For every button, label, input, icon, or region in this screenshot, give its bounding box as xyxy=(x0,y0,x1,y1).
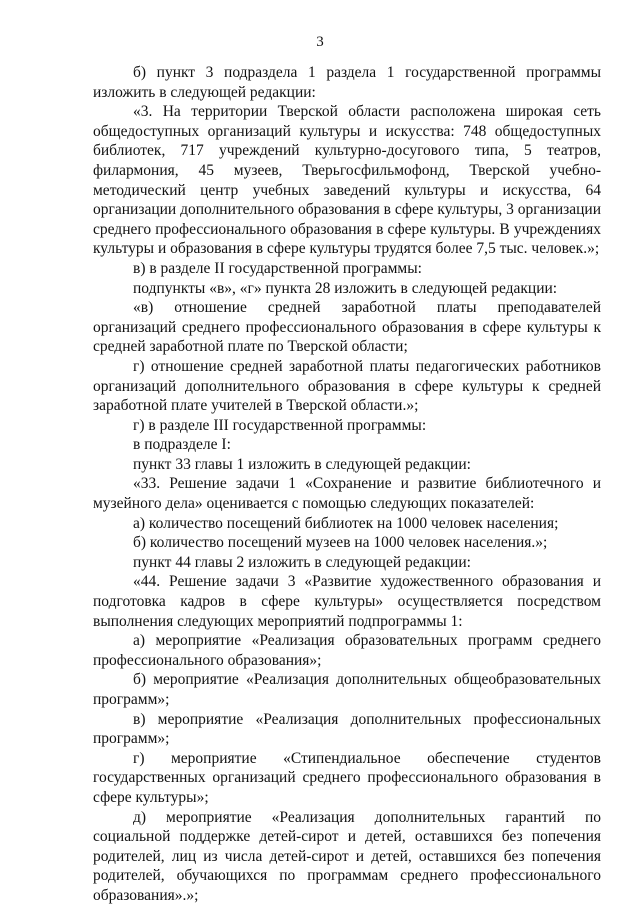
page-number: 3 xyxy=(316,34,324,50)
paragraph-point-33: «33. Решение задачи 1 «Сохранение и развитие библиотечного и музейного дела» оценивается с помощью следующих показателей: xyxy=(93,475,601,513)
paragraph-item-b: б) пункт 3 подраздела 1 раздела 1 государственной программы изложить в следующей редакции: xyxy=(93,64,601,101)
paragraph-point-33-intro: пункт 33 главы 1 изложить в следующей редакции: xyxy=(133,455,471,473)
paragraph-44-d: д) мероприятие «Реализация дополнительных гарантий по социальной поддержке детей-сирот и детей, оставшихся без попечения родителей, лиц из числа детей-сирот и детей, оставшихся без попечения родителей, обучающихся по программам среднего профессионального образования».»; xyxy=(93,808,601,904)
document-body xyxy=(93,63,601,906)
paragraph-33-b: б) количество посещений музеев на 1000 человек населения.»; xyxy=(133,534,548,552)
paragraph-subitems-28: подпункты «в», «г» пункта 28 изложить в следующей редакции: xyxy=(133,279,558,297)
paragraph-44-b: б) мероприятие «Реализация дополнительных общеобразовательных программ»; xyxy=(93,671,601,708)
paragraph-item-v: в) в разделе II государственной программы: xyxy=(133,259,422,277)
paragraph-33-a: а) количество посещений библиотек на 1000 человек населения; xyxy=(133,514,559,532)
paragraph-point-3: «3. На территории Тверской области расположена широкая сеть общедоступных организаций культуры и искусства: 748 общедоступных библиотек, 717 учреждений культурно-досугового типа, 5 театров, филармония, 45 музеев, Тверьгосфильмофонд, Тверской учебно-методический центр учебных заведений культуры и искусства, 64 организации дополнительного образования в сфере культуры, 3 организации среднего профессионального образования в сфере культуры. В учреждениях культуры и образования в сфере культуры трудятся более 7,5 тыс. человек.»; xyxy=(93,103,601,258)
paragraph-28-v: «в) отношение средней заработной платы преподавателей организаций среднего профессионального образования в сфере культуры к средней заработной плате по Тверской области; xyxy=(93,299,601,356)
paragraph-44-g: г) мероприятие «Стипендиальное обеспечение студентов государственных организаций среднего профессионального образования в сфере культуры»; xyxy=(93,749,601,806)
paragraph-point-44: «44. Решение задачи 3 «Развитие художественного образования и подготовка кадров в сфере культуры» осуществляется посредством выполнения следующих мероприятий подпрограммы 1: xyxy=(93,573,601,630)
paragraph-28-g: г) отношение средней заработной платы педагогических работников организаций дополнительного образования в сфере культуры к средней заработной плате учителей в Тверской области.»; xyxy=(93,357,601,415)
paragraph-44-a: а) мероприятие «Реализация образовательных программ среднего профессионального образования»; xyxy=(93,632,601,669)
paragraph-subsection-1: в подразделе I: xyxy=(133,436,231,454)
paragraph-point-44-intro: пункт 44 главы 2 изложить в следующей редакции: xyxy=(133,553,471,571)
paragraph-44-v: в) мероприятие «Реализация дополнительных профессиональных программ»; xyxy=(93,710,601,748)
paragraph-item-g: г) в разделе III государственной программы: xyxy=(133,416,427,434)
